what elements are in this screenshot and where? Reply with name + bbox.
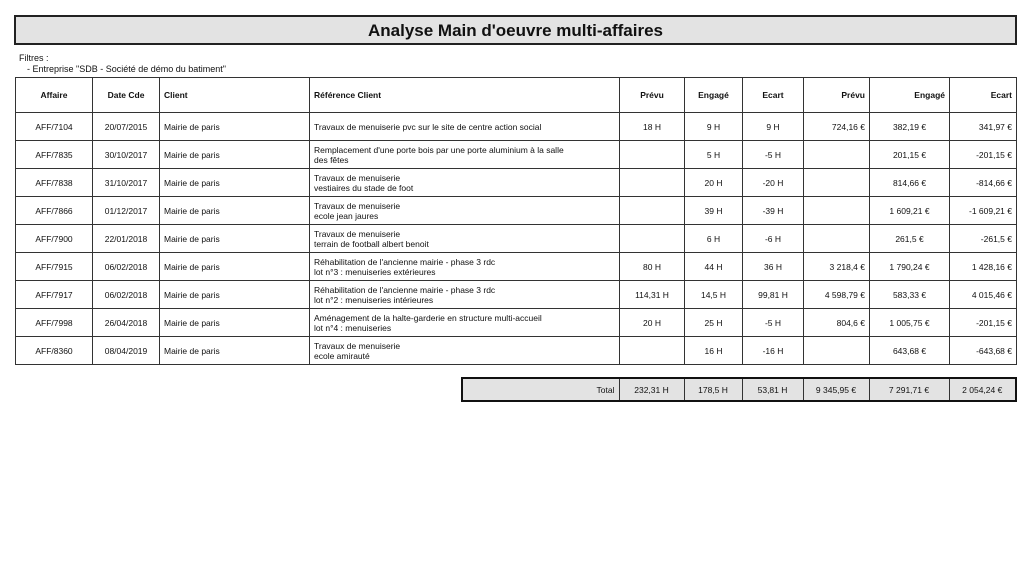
table-row [16, 337, 1017, 365]
reference-line-2: lot n°4 : menuiseries [314, 322, 392, 333]
cell-euro-ecart: -814,66 € [950, 169, 1017, 197]
cell-euro-prevu: 4 598,79 € [804, 281, 870, 309]
cell-date: 22/01/2018 [93, 225, 160, 253]
cell-euro-ecart: -643,68 € [950, 337, 1017, 365]
header-hours-engage: Engagé [685, 78, 743, 113]
reference-line-1: Travaux de menuiserie pvc sur le site de centre action social [314, 121, 542, 132]
cell-affaire: AFF/7900 [16, 225, 93, 253]
cell-hours-ecart: 36 H [743, 253, 804, 281]
header-date: Date Cde [93, 78, 160, 113]
cell-reference [310, 253, 620, 281]
cell-euro-ecart: 1 428,16 € [950, 253, 1017, 281]
cell-client: Mairie de paris [160, 169, 310, 197]
cell-reference [310, 113, 620, 141]
total-hours-prevu: 232,31 H [619, 378, 684, 401]
cell-hours-prevu [620, 337, 685, 365]
cell-client: Mairie de paris [160, 225, 310, 253]
reference-line-1: Remplacement d'une porte bois par une porte aluminium à la salle [314, 144, 564, 155]
cell-hours-prevu: 80 H [620, 253, 685, 281]
page-title: Analyse Main d'oeuvre multi-affaires [14, 15, 1017, 45]
table-row [16, 253, 1017, 281]
reference-line-2: ecole amirauté [314, 350, 370, 361]
reference-line-1: Travaux de menuiserie [314, 340, 401, 351]
header-euro-prevu: Prévu [804, 78, 870, 113]
cell-euro-prevu [804, 197, 870, 225]
table-row [16, 197, 1017, 225]
cell-euro-engage: 1 609,21 € [870, 197, 950, 225]
cell-euro-prevu: 724,16 € [804, 113, 870, 141]
header-client: Client [160, 78, 310, 113]
cell-client: Mairie de paris [160, 197, 310, 225]
cell-hours-ecart: -6 H [743, 225, 804, 253]
cell-date: 20/07/2015 [93, 113, 160, 141]
cell-hours-engage: 44 H [685, 253, 743, 281]
cell-hours-ecart: -20 H [743, 169, 804, 197]
cell-euro-engage: 1 790,24 € [870, 253, 950, 281]
cell-hours-ecart: -39 H [743, 197, 804, 225]
cell-client: Mairie de paris [160, 281, 310, 309]
reference-line-2: lot n°3 : menuiseries extérieures [314, 266, 436, 277]
cell-hours-prevu: 114,31 H [620, 281, 685, 309]
cell-euro-engage: 814,66 € [870, 169, 950, 197]
cell-date: 01/12/2017 [93, 197, 160, 225]
labor-analysis-table [15, 77, 1017, 365]
cell-date: 06/02/2018 [93, 281, 160, 309]
cell-euro-ecart: 4 015,46 € [950, 281, 1017, 309]
cell-euro-engage: 382,19 € [870, 113, 950, 141]
reference-line-1: Travaux de menuiserie [314, 172, 401, 183]
cell-hours-ecart: -5 H [743, 141, 804, 169]
cell-reference [310, 225, 620, 253]
cell-euro-engage: 1 005,75 € [870, 309, 950, 337]
cell-client: Mairie de paris [160, 113, 310, 141]
cell-affaire: AFF/7998 [16, 309, 93, 337]
table-row [16, 113, 1017, 141]
reference-line-2: terrain de football albert benoit [314, 238, 429, 249]
cell-hours-engage: 20 H [685, 169, 743, 197]
cell-reference [310, 309, 620, 337]
cell-euro-ecart: -201,15 € [950, 309, 1017, 337]
totals-table [461, 377, 1017, 402]
reference-line-2: lot n°2 : menuiseries intérieures [314, 294, 434, 305]
cell-date: 31/10/2017 [93, 169, 160, 197]
total-hours-engage: 178,5 H [684, 378, 742, 401]
reference-line-1: Réhabilitation de l'ancienne mairie - phase 3 rdc [314, 256, 496, 267]
cell-affaire: AFF/7917 [16, 281, 93, 309]
total-euro-engage: 7 291,71 € [869, 378, 949, 401]
cell-euro-prevu: 3 218,4 € [804, 253, 870, 281]
header-hours-prevu: Prévu [620, 78, 685, 113]
header-reference: Référence Client [310, 78, 620, 113]
cell-euro-engage: 643,68 € [870, 337, 950, 365]
cell-date: 30/10/2017 [93, 141, 160, 169]
cell-affaire: AFF/7866 [16, 197, 93, 225]
totals-row [462, 378, 1016, 401]
cell-euro-ecart: -201,15 € [950, 141, 1017, 169]
table-header-row [16, 78, 1017, 113]
cell-hours-ecart: 9 H [743, 113, 804, 141]
header-euro-ecart: Ecart [950, 78, 1017, 113]
cell-euro-ecart: -261,5 € [950, 225, 1017, 253]
cell-affaire: AFF/7104 [16, 113, 93, 141]
reference-line-1: Travaux de menuiserie [314, 228, 401, 239]
cell-hours-prevu: 20 H [620, 309, 685, 337]
cell-reference [310, 281, 620, 309]
cell-euro-prevu [804, 337, 870, 365]
cell-hours-prevu [620, 197, 685, 225]
cell-euro-ecart: -1 609,21 € [950, 197, 1017, 225]
cell-client: Mairie de paris [160, 141, 310, 169]
total-euro-prevu: 9 345,95 € [803, 378, 869, 401]
cell-euro-prevu [804, 141, 870, 169]
table-row [16, 281, 1017, 309]
cell-hours-prevu [620, 225, 685, 253]
cell-reference [310, 197, 620, 225]
filters-label: Filtres : [19, 53, 49, 63]
cell-date: 26/04/2018 [93, 309, 160, 337]
cell-hours-prevu [620, 141, 685, 169]
cell-client: Mairie de paris [160, 253, 310, 281]
reference-line-2: des fêtes [314, 154, 349, 165]
cell-reference [310, 169, 620, 197]
cell-affaire: AFF/7835 [16, 141, 93, 169]
reference-line-2: ecole jean jaures [314, 210, 379, 221]
total-euro-ecart: 2 054,24 € [949, 378, 1016, 401]
table-row [16, 169, 1017, 197]
cell-hours-ecart: 99,81 H [743, 281, 804, 309]
table-row [16, 309, 1017, 337]
table-row [16, 141, 1017, 169]
cell-hours-engage: 16 H [685, 337, 743, 365]
filter-entry: - Entreprise "SDB - Société de démo du batiment" [27, 64, 226, 74]
cell-hours-prevu [620, 169, 685, 197]
cell-affaire: AFF/7915 [16, 253, 93, 281]
cell-hours-ecart: -16 H [743, 337, 804, 365]
cell-client: Mairie de paris [160, 337, 310, 365]
filters-section [19, 53, 226, 75]
cell-euro-prevu [804, 225, 870, 253]
cell-euro-engage: 583,33 € [870, 281, 950, 309]
reference-line-2: vestiaires du stade de foot [314, 182, 414, 193]
header-euro-engage: Engagé [870, 78, 950, 113]
cell-hours-prevu: 18 H [620, 113, 685, 141]
cell-affaire: AFF/7838 [16, 169, 93, 197]
cell-hours-engage: 25 H [685, 309, 743, 337]
cell-euro-prevu: 804,6 € [804, 309, 870, 337]
cell-reference [310, 141, 620, 169]
cell-euro-ecart: 341,97 € [950, 113, 1017, 141]
cell-euro-engage: 201,15 € [870, 141, 950, 169]
header-hours-ecart: Ecart [743, 78, 804, 113]
reference-line-1: Aménagement de la halte-garderie en structure multi-accueil [314, 312, 542, 323]
cell-hours-ecart: -5 H [743, 309, 804, 337]
cell-affaire: AFF/8360 [16, 337, 93, 365]
cell-date: 08/04/2019 [93, 337, 160, 365]
total-label: Total [462, 378, 619, 401]
cell-euro-prevu [804, 169, 870, 197]
cell-hours-engage: 39 H [685, 197, 743, 225]
table-row [16, 225, 1017, 253]
reference-line-1: Réhabilitation de l'ancienne mairie - phase 3 rdc [314, 284, 496, 295]
reference-line-1: Travaux de menuiserie [314, 200, 401, 211]
cell-reference [310, 337, 620, 365]
cell-euro-engage: 261,5 € [870, 225, 950, 253]
cell-hours-engage: 9 H [685, 113, 743, 141]
cell-date: 06/02/2018 [93, 253, 160, 281]
cell-client: Mairie de paris [160, 309, 310, 337]
cell-hours-engage: 6 H [685, 225, 743, 253]
total-hours-ecart: 53,81 H [742, 378, 803, 401]
cell-hours-engage: 14,5 H [685, 281, 743, 309]
header-affaire: Affaire [16, 78, 93, 113]
cell-hours-engage: 5 H [685, 141, 743, 169]
